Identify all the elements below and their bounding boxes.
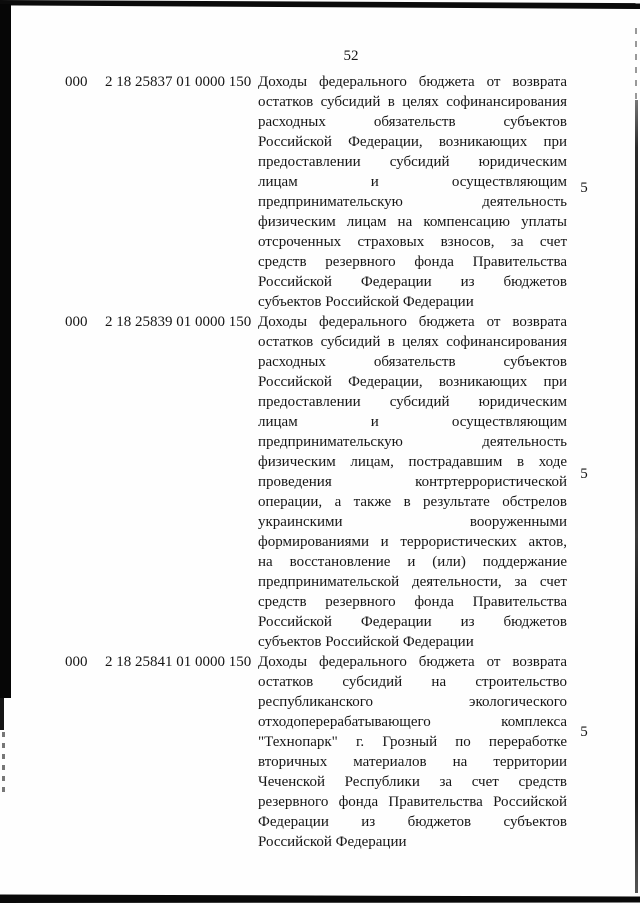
- scan-edge-top: [0, 0, 640, 9]
- scan-edge-bottom: [0, 893, 640, 903]
- budget-code-prefix: 000: [65, 654, 88, 670]
- description-line: республиканского экологического: [258, 694, 567, 710]
- description-line: отсроченных страховых взносов, за счет: [258, 234, 567, 250]
- description-line: расходных обязательств субъектов: [258, 354, 567, 370]
- margin-note: 5: [580, 724, 588, 740]
- description-line: средств резервного фонда Правительства: [258, 254, 567, 270]
- description-line: проведения контртеррористической: [258, 474, 567, 490]
- description-line: предоставлении субсидий юридическим: [258, 394, 567, 410]
- revenue-description: [258, 312, 567, 652]
- description-line: формированиями и террористических актов,: [258, 534, 567, 550]
- description-line: физическим лицам, пострадавшим в ходе: [258, 454, 567, 470]
- description-line: предпринимательскую деятельность: [258, 194, 567, 210]
- description-line: Российской Федерации, возникающих при: [258, 134, 567, 150]
- description-line: на восстановление и (или) поддержание: [258, 554, 567, 570]
- description-line: остатков субсидий в целях софинансирования: [258, 94, 567, 110]
- revenue-description: [258, 72, 567, 312]
- description-line: операции, а также в результате обстрелов: [258, 494, 567, 510]
- description-line: расходных обязательств субъектов: [258, 114, 567, 130]
- description-line: средств резервного фонда Правительства: [258, 594, 567, 610]
- scan-edge-left-tail: [0, 698, 4, 730]
- budget-code-prefix: 000: [65, 314, 88, 330]
- description-line: Российской Федерации, возникающих при: [258, 374, 567, 390]
- page-number: 52: [343, 48, 359, 64]
- budget-classification-code: 2 18 25839 01 0000 150: [105, 314, 252, 330]
- margin-note: 5: [580, 466, 588, 482]
- budget-classification-code: 2 18 25837 01 0000 150: [105, 74, 252, 90]
- description-line: Доходы федерального бюджета от возврата: [258, 74, 567, 90]
- description-line: остатков субсидий на строительство: [258, 674, 567, 690]
- description-line: резервного фонда Правительства Российской: [258, 794, 567, 810]
- description-line: вторичных материалов на территории: [258, 754, 567, 770]
- description-line: субъектов Российской Федерации: [258, 634, 474, 650]
- scan-edge-left-dashes: [2, 732, 5, 794]
- description-line: лицам и осуществляющим: [258, 414, 567, 430]
- description-line: остатков субсидий в целях софинансирования: [258, 334, 567, 350]
- description-line: Доходы федерального бюджета от возврата: [258, 654, 567, 670]
- description-line: Российской Федерации: [258, 834, 407, 850]
- margin-note: 5: [580, 180, 588, 196]
- description-line: украинскими вооруженными: [258, 514, 567, 530]
- description-line: Чеченской Республики за счет средств: [258, 774, 567, 790]
- budget-classification-code: 2 18 25841 01 0000 150: [105, 654, 252, 670]
- description-line: Российской Федерации из бюджетов: [258, 614, 567, 630]
- description-line: Доходы федерального бюджета от возврата: [258, 314, 567, 330]
- description-line: предоставлении субсидий юридическим: [258, 154, 567, 170]
- description-line: "Технопарк" г. Грозный по переработке: [258, 734, 567, 750]
- budget-code-prefix: 000: [65, 74, 88, 90]
- scan-edge-left: [0, 4, 11, 698]
- description-line: Федерации из бюджетов субъектов: [258, 814, 567, 830]
- scan-edge-right: [635, 100, 638, 893]
- description-line: лицам и осуществляющим: [258, 174, 567, 190]
- description-line: предпринимательской деятельности, за счет: [258, 574, 567, 590]
- description-line: Российской Федерации из бюджетов: [258, 274, 567, 290]
- description-line: физическим лицам на компенсацию уплаты: [258, 214, 567, 230]
- description-line: отходоперерабатывающего комплекса: [258, 714, 567, 730]
- revenue-description: [258, 652, 567, 852]
- scan-edge-right-dashes: [635, 28, 637, 100]
- description-line: предпринимательскую деятельность: [258, 434, 567, 450]
- description-line: субъектов Российской Федерации: [258, 294, 474, 310]
